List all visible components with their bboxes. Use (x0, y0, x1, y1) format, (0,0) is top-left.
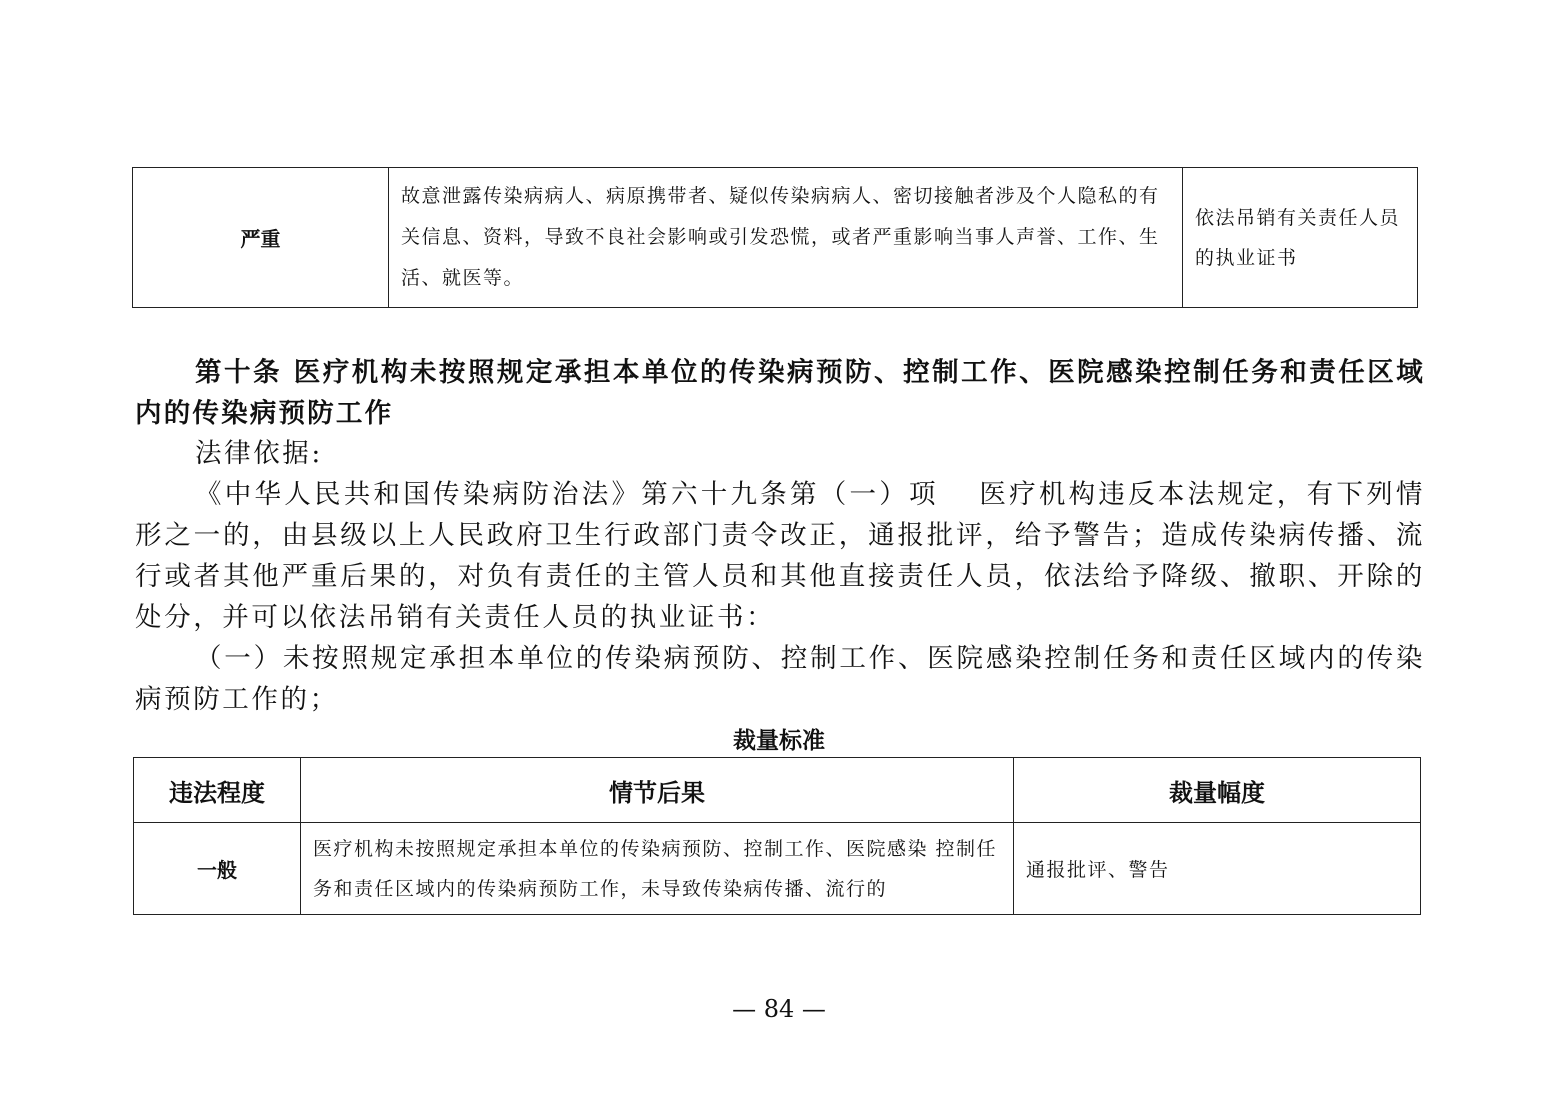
violation-level-cell: 一般 (134, 823, 301, 915)
law-reference: 《中华人民共和国传染病防治法》第六十九条第（一）项 (195, 479, 939, 510)
consequence-cell: 医疗机构未按照规定承担本单位的传染病预防、控制工作、医院感染 控制任务和责任区域内的传染病预防工作，未导致传染病传播、流行的 (301, 823, 1014, 915)
measure-cell: 依法吊销有关责任人员的执业证书 (1183, 168, 1418, 308)
article-title: 第十条 医疗机构未按照规定承担本单位的传染病预防、控制工作、医院感染控制任务和责任区域内的传染病预防工作 (135, 357, 1425, 429)
page-number: — 84 — (732, 995, 826, 1023)
legal-basis-section (135, 433, 1425, 720)
law-clause: （一）未按照规定承担本单位的传染病预防、控制工作、医院感染控制任务和责任区域内的传染病预防工作的； (135, 643, 1425, 715)
header-consequence: 情节后果 (301, 758, 1014, 823)
law-text: 医疗机构违反本法规定，有下列情形之一的，由县级以上人民政府卫生行政部门责令改正，通报批评，给予警告；造成传染病传播、流行或者其他严重后果的，对负有责任的主管人员和其他直接责任人员，依法给予降级、撤职、开除的处分，并可以依法吊销有关责任人员的执业证书： (135, 479, 1425, 633)
law-paragraph (135, 474, 1425, 638)
header-measure: 裁量幅度 (1014, 758, 1421, 823)
standard-title: 裁量标准 (733, 728, 825, 754)
table-row (133, 168, 1418, 308)
table-header-row (134, 758, 1421, 823)
header-violation-level: 违法程度 (134, 758, 301, 823)
previous-standard-table (132, 167, 1418, 308)
standard-table (133, 757, 1421, 915)
table-row (134, 823, 1421, 915)
legal-basis-label: 法律依据: (195, 438, 323, 469)
consequence-cell: 故意泄露传染病病人、病原携带者、疑似传染病病人、密切接触者涉及个人隐私的有关信息、资料，导致不良社会影响或引发恐慌，或者严重影响当事人声誉、工作、生活、就医等。 (389, 168, 1183, 308)
measure-cell: 通报批评、警告 (1014, 823, 1421, 915)
violation-level-cell: 严重 (133, 168, 389, 308)
